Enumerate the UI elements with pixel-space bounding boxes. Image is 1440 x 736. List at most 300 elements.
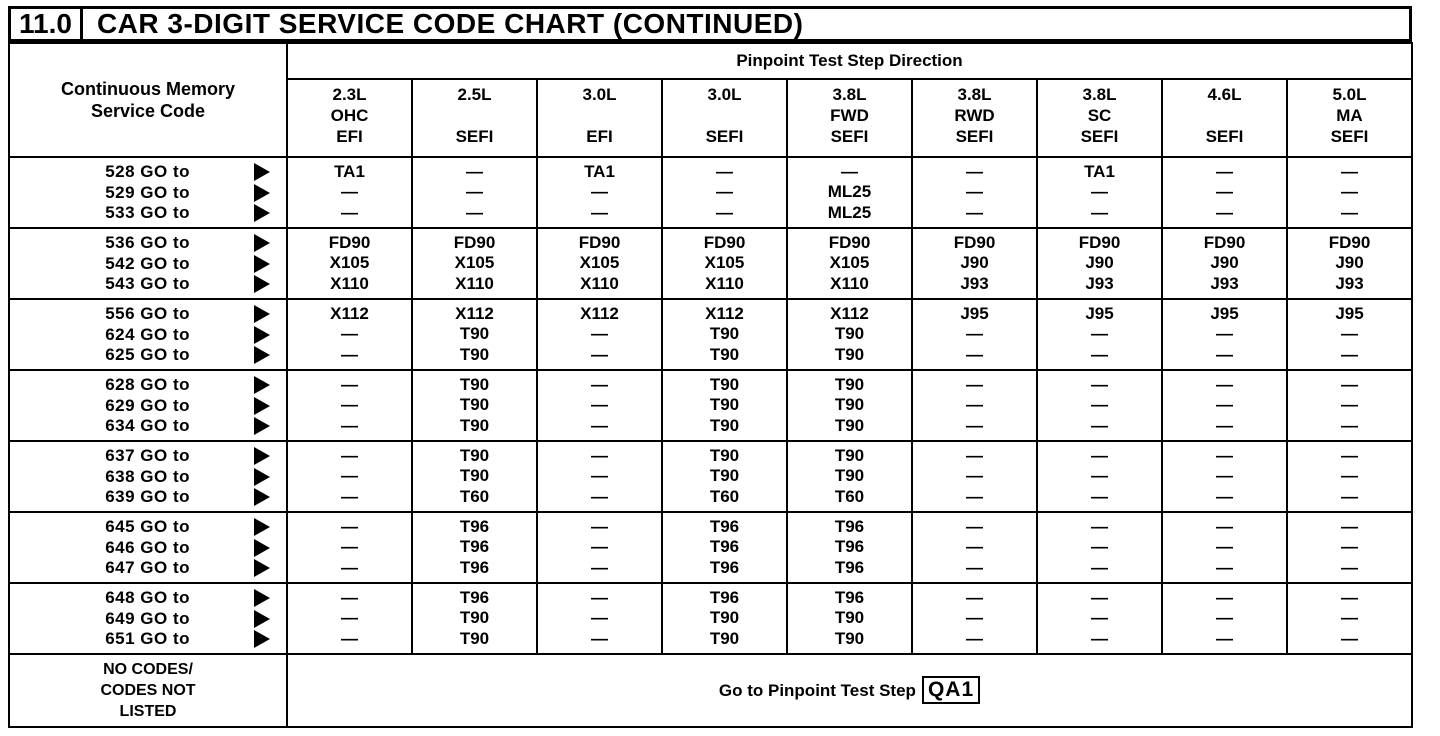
test-step-cell bbox=[1287, 299, 1412, 370]
test-step-cell bbox=[662, 441, 787, 512]
test-step-value: T60 bbox=[709, 486, 740, 506]
service-code: 634 GO to bbox=[105, 416, 190, 435]
service-code-line bbox=[10, 466, 286, 487]
service-code: 528 GO to bbox=[105, 162, 190, 181]
test-step-cell bbox=[412, 157, 537, 228]
engine-header-l3: SEFI bbox=[830, 127, 869, 146]
test-step-value: — bbox=[466, 161, 483, 181]
test-step-value: — bbox=[966, 486, 983, 506]
pointer-arrow-icon bbox=[254, 204, 270, 222]
test-step-value: — bbox=[341, 202, 358, 222]
test-step-value: T96 bbox=[459, 557, 490, 577]
test-step-cell bbox=[1037, 228, 1162, 299]
test-step-cell bbox=[412, 441, 537, 512]
service-code: 639 GO to bbox=[105, 487, 190, 506]
test-step-value: — bbox=[1341, 466, 1358, 486]
test-step-value: — bbox=[591, 587, 608, 607]
service-code: 628 GO to bbox=[105, 375, 190, 394]
test-step-cell bbox=[1162, 512, 1287, 583]
pointer-arrow-icon bbox=[254, 518, 270, 536]
pointer-arrow-icon bbox=[254, 589, 270, 607]
service-code: 529 GO to bbox=[105, 182, 190, 202]
test-step-cell bbox=[662, 583, 787, 654]
test-step-value: — bbox=[591, 557, 608, 577]
engine-header-l2: OHC bbox=[330, 106, 369, 125]
engine-header-l3: SEFI bbox=[955, 127, 994, 146]
test-step-cell bbox=[787, 299, 912, 370]
test-step-value: X105 bbox=[454, 253, 495, 273]
code-group-row bbox=[9, 583, 1412, 654]
service-code-line bbox=[10, 324, 286, 345]
pointer-arrow-icon bbox=[254, 305, 270, 323]
test-step-value: TA1 bbox=[584, 161, 615, 181]
test-step-value: — bbox=[1216, 466, 1233, 486]
service-code: 556 GO to bbox=[105, 304, 190, 323]
service-code-cell bbox=[9, 512, 287, 583]
test-step-cell bbox=[662, 157, 787, 228]
test-step-value: — bbox=[1091, 202, 1108, 222]
test-step-value: — bbox=[966, 587, 983, 607]
service-code-line bbox=[10, 253, 286, 274]
test-step-value: T96 bbox=[459, 537, 490, 557]
test-step-value: X110 bbox=[830, 273, 869, 293]
test-step-value: T90 bbox=[709, 324, 740, 344]
service-code-line bbox=[10, 182, 286, 203]
test-step-value: T90 bbox=[709, 374, 740, 394]
service-code-line bbox=[10, 517, 286, 538]
test-step-cell bbox=[787, 228, 912, 299]
test-step-cell bbox=[1287, 370, 1412, 441]
test-step-value: FD90 bbox=[328, 232, 371, 252]
pointer-arrow-icon bbox=[254, 468, 270, 486]
test-step-value: J95 bbox=[1085, 303, 1114, 323]
test-step-value: J90 bbox=[1335, 253, 1364, 273]
service-code-line bbox=[10, 629, 286, 650]
test-step-value: — bbox=[341, 587, 358, 607]
test-step-value: — bbox=[1341, 182, 1358, 202]
test-step-value: T96 bbox=[834, 537, 865, 557]
service-code-line bbox=[10, 274, 286, 295]
test-step-value: — bbox=[591, 344, 608, 364]
test-step-cell bbox=[787, 370, 912, 441]
test-step-cell bbox=[912, 583, 1037, 654]
test-step-value: J93 bbox=[1210, 273, 1239, 293]
test-step-cell bbox=[1162, 441, 1287, 512]
test-step-cell bbox=[787, 512, 912, 583]
test-step-value: — bbox=[1091, 486, 1108, 506]
test-step-value: TA1 bbox=[1084, 161, 1115, 181]
test-step-value: — bbox=[591, 486, 608, 506]
test-step-value: — bbox=[1091, 608, 1108, 628]
test-step-value: — bbox=[341, 324, 358, 344]
test-step-value: — bbox=[1091, 182, 1108, 202]
test-step-cell bbox=[537, 512, 662, 583]
test-step-value: T90 bbox=[459, 395, 490, 415]
test-step-value: T96 bbox=[709, 557, 740, 577]
test-step-value: T90 bbox=[459, 324, 490, 344]
test-step-value: X110 bbox=[455, 273, 494, 293]
engine-header-l1: 3.8L bbox=[1082, 85, 1117, 104]
test-step-value: — bbox=[591, 608, 608, 628]
test-step-value: — bbox=[966, 324, 983, 344]
engine-header-l2: FWD bbox=[830, 106, 869, 125]
pointer-arrow-icon bbox=[254, 346, 270, 364]
service-code: 649 GO to bbox=[105, 608, 190, 628]
test-step-value: T96 bbox=[709, 516, 740, 536]
test-step-value: T90 bbox=[709, 344, 740, 364]
test-step-cell bbox=[412, 583, 537, 654]
pointer-arrow-icon bbox=[254, 163, 270, 181]
test-step-value: T60 bbox=[834, 486, 865, 506]
test-step-cell bbox=[412, 512, 537, 583]
test-step-value: — bbox=[1091, 587, 1108, 607]
test-step-cell bbox=[537, 370, 662, 441]
test-step-cell bbox=[1037, 370, 1162, 441]
service-code: 533 GO to bbox=[105, 203, 190, 222]
test-step-value: — bbox=[1091, 466, 1108, 486]
test-step-value: — bbox=[966, 557, 983, 577]
test-step-value: — bbox=[341, 486, 358, 506]
test-step-value: T96 bbox=[459, 587, 490, 607]
engine-header-l1: 2.5L bbox=[457, 85, 492, 104]
engine-header-l3: SEFI bbox=[1205, 127, 1244, 146]
engine-header-l2: RWD bbox=[954, 106, 995, 125]
engine-header bbox=[537, 79, 662, 157]
test-step-cell bbox=[412, 299, 537, 370]
test-step-value: — bbox=[1216, 537, 1233, 557]
test-step-value: X112 bbox=[330, 303, 369, 323]
test-step-value: X112 bbox=[455, 303, 494, 323]
service-code-cell bbox=[9, 228, 287, 299]
service-code-line bbox=[10, 375, 286, 396]
test-step-value: — bbox=[966, 608, 983, 628]
test-step-cell bbox=[1162, 228, 1287, 299]
test-step-value: — bbox=[341, 374, 358, 394]
test-step-value: — bbox=[591, 516, 608, 536]
test-step-value: — bbox=[341, 344, 358, 364]
test-step-value: — bbox=[1216, 182, 1233, 202]
engine-header bbox=[287, 79, 412, 157]
test-step-value: X110 bbox=[330, 273, 369, 293]
test-step-value: — bbox=[591, 445, 608, 465]
test-step-cell bbox=[287, 228, 412, 299]
no-codes-line: LISTED bbox=[119, 702, 177, 720]
pointer-arrow-icon bbox=[254, 326, 270, 344]
no-codes-cell bbox=[9, 654, 287, 727]
test-step-value: T90 bbox=[709, 466, 740, 486]
service-code: 648 GO to bbox=[105, 588, 190, 607]
pointer-arrow-icon bbox=[254, 234, 270, 252]
test-step-value: J93 bbox=[1085, 273, 1114, 293]
test-step-value: — bbox=[591, 374, 608, 394]
engine-header bbox=[912, 79, 1037, 157]
test-step-value: — bbox=[1341, 324, 1358, 344]
service-code: 638 GO to bbox=[105, 466, 190, 486]
pointer-arrow-icon bbox=[254, 630, 270, 648]
test-step-cell bbox=[287, 370, 412, 441]
code-group-row bbox=[9, 299, 1412, 370]
test-step-value: FD90 bbox=[1203, 232, 1246, 252]
code-header-line-1: Continuous Memory bbox=[61, 78, 235, 99]
test-step-value: X105 bbox=[704, 253, 745, 273]
test-step-cell bbox=[1287, 228, 1412, 299]
test-step-cell bbox=[912, 157, 1037, 228]
test-step-value: — bbox=[591, 537, 608, 557]
test-step-value: T90 bbox=[834, 374, 865, 394]
test-step-cell bbox=[912, 299, 1037, 370]
engine-header-l3: EFI bbox=[586, 127, 613, 146]
test-step-cell bbox=[787, 583, 912, 654]
test-step-value: X112 bbox=[580, 303, 619, 323]
test-step-value: — bbox=[1341, 608, 1358, 628]
test-step-value: — bbox=[1216, 557, 1233, 577]
test-step-value: — bbox=[966, 395, 983, 415]
test-step-value: — bbox=[966, 182, 983, 202]
no-codes-row bbox=[9, 654, 1412, 727]
service-code: 645 GO to bbox=[105, 517, 190, 536]
test-step-value: J93 bbox=[960, 273, 989, 293]
engine-header-l2: SC bbox=[1087, 106, 1112, 125]
test-step-value: — bbox=[341, 608, 358, 628]
engine-header-l1: 2.3L bbox=[332, 85, 367, 104]
test-step-cell bbox=[1037, 512, 1162, 583]
test-step-cell bbox=[1287, 157, 1412, 228]
test-step-cell bbox=[912, 441, 1037, 512]
test-step-value: T90 bbox=[459, 628, 490, 648]
test-step-value: — bbox=[966, 516, 983, 536]
test-step-value: — bbox=[466, 182, 483, 202]
test-step-value: — bbox=[1216, 395, 1233, 415]
code-header-line-2: Service Code bbox=[90, 100, 206, 121]
pointer-arrow-icon bbox=[254, 184, 270, 202]
test-step-value: — bbox=[591, 182, 608, 202]
test-step-value: — bbox=[341, 445, 358, 465]
test-step-value: — bbox=[716, 161, 733, 181]
pointer-arrow-icon bbox=[254, 397, 270, 415]
test-step-value: T90 bbox=[834, 344, 865, 364]
test-step-value: T90 bbox=[834, 608, 865, 628]
pointer-arrow-icon bbox=[254, 559, 270, 577]
test-step-value: — bbox=[1091, 537, 1108, 557]
test-step-value: — bbox=[1216, 516, 1233, 536]
pinpoint-header: Pinpoint Test Step Direction bbox=[287, 43, 1412, 79]
test-step-value: FD90 bbox=[703, 232, 746, 252]
test-step-value: T96 bbox=[459, 516, 490, 536]
test-step-value: X110 bbox=[705, 273, 744, 293]
test-step-value: X112 bbox=[830, 303, 869, 323]
test-step-cell bbox=[1037, 441, 1162, 512]
test-step-cell bbox=[787, 441, 912, 512]
test-step-cell bbox=[287, 583, 412, 654]
service-code-cell bbox=[9, 370, 287, 441]
test-step-value: — bbox=[1216, 415, 1233, 435]
test-step-value: T90 bbox=[459, 344, 490, 364]
test-step-cell bbox=[1162, 583, 1287, 654]
test-step-cell bbox=[662, 228, 787, 299]
test-step-value: — bbox=[966, 415, 983, 435]
test-step-value: T60 bbox=[459, 486, 490, 506]
pointer-arrow-icon bbox=[254, 488, 270, 506]
engine-header-l3: SEFI bbox=[705, 127, 744, 146]
test-step-value: T90 bbox=[834, 324, 865, 344]
test-step-cell bbox=[537, 299, 662, 370]
test-step-value: T96 bbox=[709, 537, 740, 557]
test-step-cell bbox=[1037, 299, 1162, 370]
service-code: 637 GO to bbox=[105, 446, 190, 465]
service-code-line bbox=[10, 162, 286, 183]
test-step-value: — bbox=[341, 395, 358, 415]
test-step-cell bbox=[1287, 512, 1412, 583]
service-code: 542 GO to bbox=[105, 253, 190, 273]
code-group-row bbox=[9, 157, 1412, 228]
service-code: 651 GO to bbox=[105, 629, 190, 648]
engine-header-l3: SEFI bbox=[455, 127, 494, 146]
test-step-cell bbox=[1037, 583, 1162, 654]
test-step-value: — bbox=[591, 628, 608, 648]
test-step-cell bbox=[287, 157, 412, 228]
test-step-value: — bbox=[1341, 516, 1358, 536]
service-code-line bbox=[10, 487, 286, 508]
service-code-line bbox=[10, 588, 286, 609]
no-codes-line: NO CODES/ bbox=[103, 660, 193, 678]
service-code: 536 GO to bbox=[105, 233, 190, 252]
service-code-line bbox=[10, 395, 286, 416]
engine-header-l2: MA bbox=[1336, 106, 1363, 125]
test-step-value: FD90 bbox=[578, 232, 621, 252]
test-step-cell bbox=[1162, 370, 1287, 441]
test-step-value: T90 bbox=[834, 628, 865, 648]
test-step-value: — bbox=[341, 415, 358, 435]
test-step-value: J95 bbox=[1210, 303, 1239, 323]
test-step-cell bbox=[912, 370, 1037, 441]
service-code-cell bbox=[9, 441, 287, 512]
test-step-value: — bbox=[1341, 557, 1358, 577]
goto-instruction-cell bbox=[287, 654, 1412, 727]
code-group-row bbox=[9, 228, 1412, 299]
test-step-value: — bbox=[1091, 516, 1108, 536]
test-step-cell bbox=[787, 157, 912, 228]
pointer-arrow-icon bbox=[254, 275, 270, 293]
test-step-cell bbox=[412, 370, 537, 441]
test-step-value: — bbox=[591, 466, 608, 486]
service-code-line bbox=[10, 233, 286, 254]
engine-header-l1: 3.0L bbox=[707, 85, 742, 104]
test-step-value: — bbox=[1341, 395, 1358, 415]
test-step-cell bbox=[1162, 157, 1287, 228]
test-step-value: — bbox=[591, 324, 608, 344]
test-step-value: — bbox=[966, 202, 983, 222]
test-step-cell bbox=[537, 157, 662, 228]
test-step-value: FD90 bbox=[1328, 232, 1371, 252]
test-step-value: — bbox=[1091, 628, 1108, 648]
test-step-value: X105 bbox=[829, 253, 870, 273]
service-code-line bbox=[10, 203, 286, 224]
engine-header bbox=[1162, 79, 1287, 157]
test-step-value: — bbox=[966, 344, 983, 364]
test-step-value: — bbox=[1216, 587, 1233, 607]
test-step-value: TA1 bbox=[334, 161, 365, 181]
test-step-value: — bbox=[966, 161, 983, 181]
test-step-value: T90 bbox=[459, 445, 490, 465]
test-step-value: — bbox=[966, 628, 983, 648]
test-step-value: T90 bbox=[709, 445, 740, 465]
test-step-value: — bbox=[341, 628, 358, 648]
test-step-value: T90 bbox=[459, 415, 490, 435]
test-step-value: T90 bbox=[459, 466, 490, 486]
no-codes-line: CODES NOT bbox=[100, 681, 196, 699]
test-step-value: T90 bbox=[834, 466, 865, 486]
test-step-value: — bbox=[1216, 324, 1233, 344]
pointer-arrow-icon bbox=[254, 610, 270, 628]
engine-header-l2 bbox=[1163, 105, 1286, 126]
test-step-value: — bbox=[1091, 415, 1108, 435]
code-group-row bbox=[9, 370, 1412, 441]
page-title: CAR 3-DIGIT SERVICE CODE CHART (CONTINUED) bbox=[96, 8, 804, 39]
test-step-value: FD90 bbox=[453, 232, 496, 252]
test-step-cell bbox=[662, 512, 787, 583]
test-step-value: X105 bbox=[579, 253, 620, 273]
test-step-value: — bbox=[1091, 395, 1108, 415]
service-code-cell bbox=[9, 157, 287, 228]
engine-header-l1: 3.0L bbox=[582, 85, 617, 104]
title-bar bbox=[8, 6, 1412, 42]
engine-header bbox=[1037, 79, 1162, 157]
test-step-value: — bbox=[716, 182, 733, 202]
service-code-line bbox=[10, 608, 286, 629]
service-code-line bbox=[10, 345, 286, 366]
test-step-value: — bbox=[1341, 344, 1358, 364]
test-step-value: — bbox=[966, 374, 983, 394]
test-step-value: — bbox=[1341, 374, 1358, 394]
test-step-value: FD90 bbox=[1078, 232, 1121, 252]
test-step-value: — bbox=[1341, 202, 1358, 222]
service-code: 647 GO to bbox=[105, 558, 190, 577]
test-step-value: — bbox=[1216, 374, 1233, 394]
engine-header bbox=[787, 79, 912, 157]
engine-header-l1: 3.8L bbox=[957, 85, 992, 104]
test-step-value: — bbox=[1216, 161, 1233, 181]
engine-header-l2 bbox=[663, 105, 786, 126]
test-step-value: — bbox=[1216, 445, 1233, 465]
test-step-value: FD90 bbox=[953, 232, 996, 252]
test-step-value: T90 bbox=[709, 415, 740, 435]
test-step-value: — bbox=[591, 415, 608, 435]
test-step-cell bbox=[287, 512, 412, 583]
test-step-value: T90 bbox=[834, 395, 865, 415]
test-step-value: — bbox=[1341, 161, 1358, 181]
test-step-value: T90 bbox=[459, 608, 490, 628]
pointer-arrow-icon bbox=[254, 376, 270, 394]
service-code-line bbox=[10, 537, 286, 558]
test-step-value: T96 bbox=[834, 557, 865, 577]
service-code-cell bbox=[9, 583, 287, 654]
service-code-line bbox=[10, 304, 286, 325]
test-step-value: — bbox=[1341, 486, 1358, 506]
test-step-value: — bbox=[841, 161, 858, 181]
service-code: 625 GO to bbox=[105, 345, 190, 364]
test-step-value: ML25 bbox=[827, 202, 872, 222]
service-code-line bbox=[10, 446, 286, 467]
service-code-line bbox=[10, 416, 286, 437]
engine-header bbox=[412, 79, 537, 157]
test-step-value: T90 bbox=[709, 628, 740, 648]
service-code-chart bbox=[8, 42, 1413, 728]
engine-header bbox=[1287, 79, 1412, 157]
section-number: 11.0 bbox=[11, 9, 83, 39]
test-step-value: T90 bbox=[709, 395, 740, 415]
code-group-row bbox=[9, 441, 1412, 512]
pointer-arrow-icon bbox=[254, 255, 270, 273]
